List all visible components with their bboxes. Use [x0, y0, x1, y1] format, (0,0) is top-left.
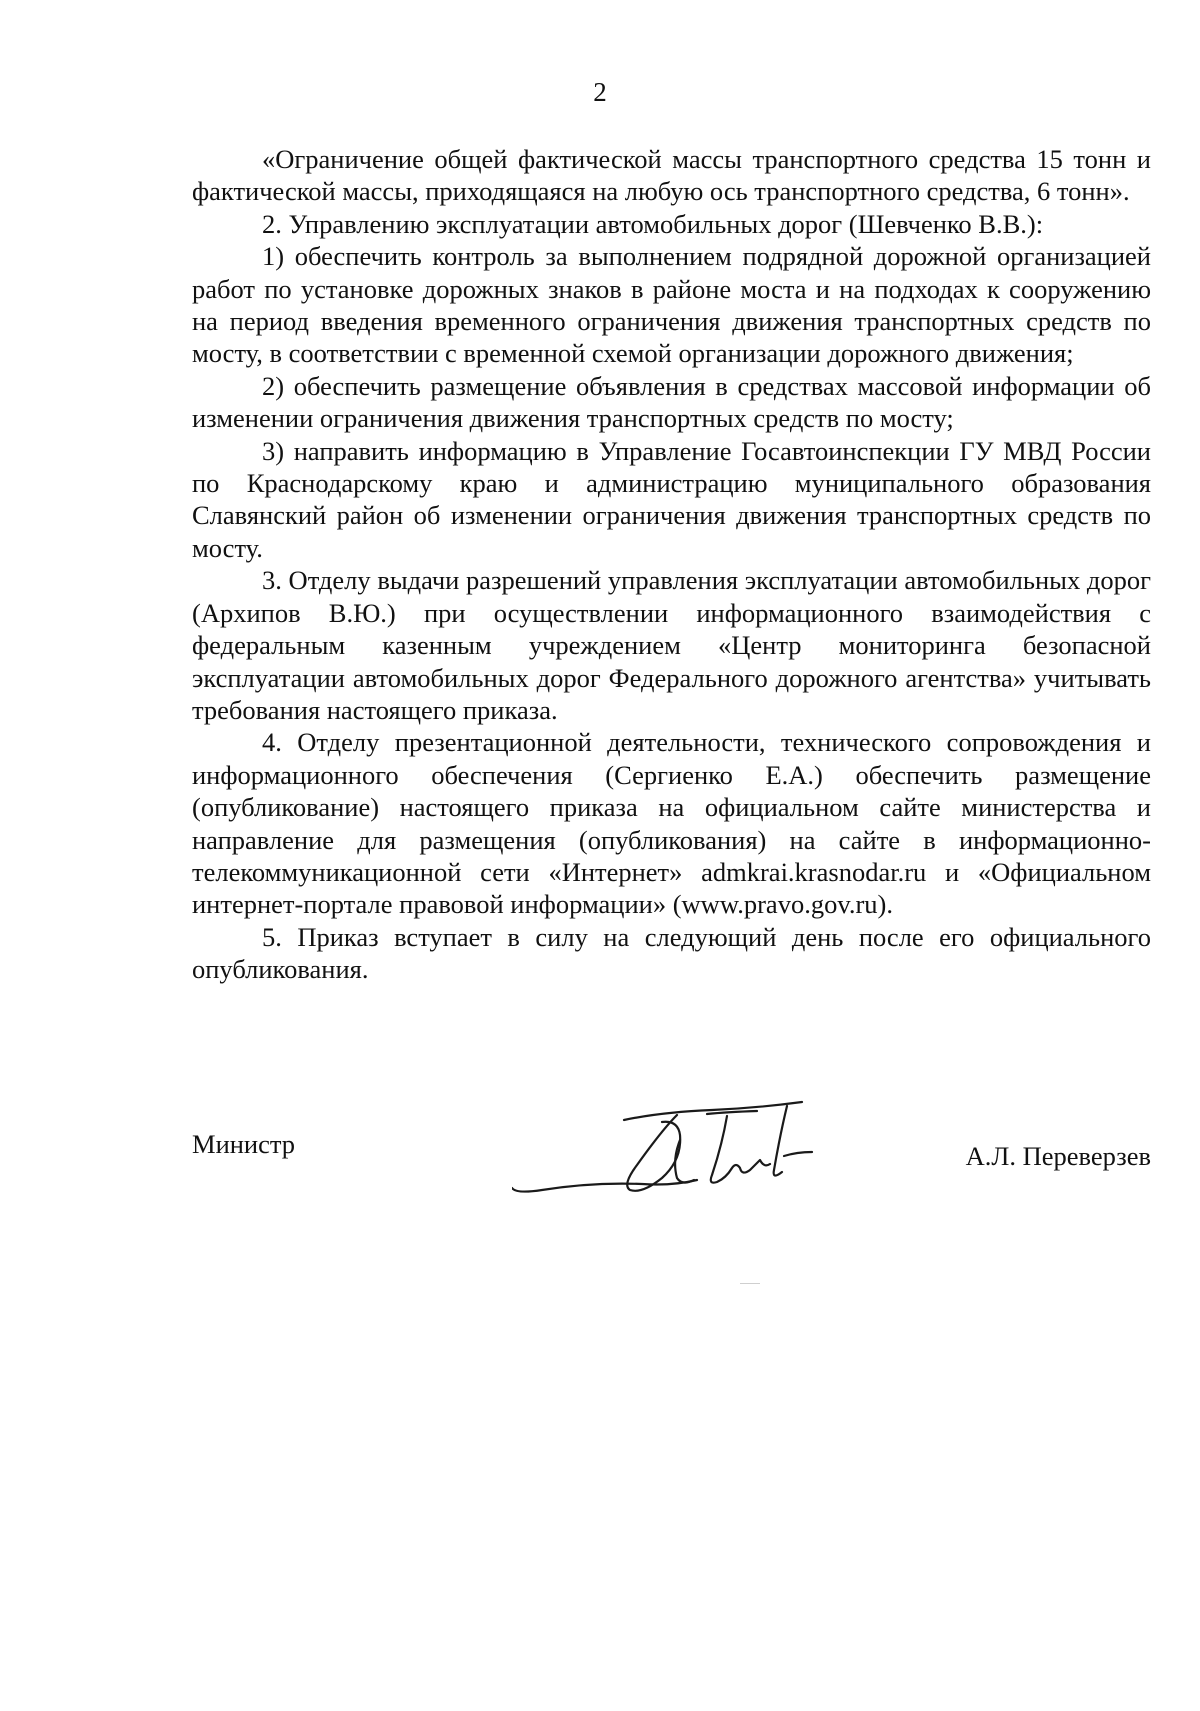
- paragraph-item-2-1: 1) обеспечить контроль за выполнением подрядной дорожной организацией работ по установке дорожных знаков в районе моста и на подходах к сооружению на период введения временного ограничения движения транспортных средств по мосту, в соответствии с временной схемой организации дорожного движения;: [192, 241, 1151, 369]
- paragraph-item-4: 4. Отделу презентационной деятельности, технического сопровождения и информационного обеспечения (Сергиенко Е.А.) обеспечить размещение (опубликование) настоящего приказа на официальном сайте министерства и направление для размещения (опубликования) на сайте в информационно-телекоммуникационной сети «Интернет» admkrai.krasnodar.ru и «Официальном интернет-портале правовой информации» (www.pravo.gov.ru).: [192, 727, 1151, 920]
- paragraph-item-3: 3. Отделу выдачи разрешений управления эксплуатации автомобильных дорог (Архипов В.Ю.) при осуществлении информационного взаимодействия с федеральным казенным учреждением «Центр мониторинга безопасной эксплуатации автомобильных дорог Федерального дорожного агентства» учитывать требования настоящего приказа.: [192, 565, 1151, 725]
- signer-position: Министр: [192, 1129, 296, 1159]
- paragraph-restriction-text: «Ограничение общей фактической массы транспортного средства 15 тонн и фактической массы, приходящаяся на любую ось транспортного средства, 6 тонн».: [192, 144, 1151, 207]
- paragraph-item-5: 5. Приказ вступает в силу на следующий день после его официального опубликования.: [192, 921, 1151, 985]
- page-number: 2: [593, 77, 607, 107]
- signature-block: [192, 1090, 1151, 1210]
- paragraph-item-2-3: 3) направить информацию в Управление Госавтоинспекции ГУ МВД России по Краснодарскому краю и администрацию муниципального образования Славянский район об изменении ограничения движения транспортных средств по мосту.: [192, 435, 1151, 563]
- signer-name: А.Л. Переверзев: [965, 1141, 1151, 1171]
- paragraph-item-2-2: 2) обеспечить размещение объявления в средствах массовой информации об изменении ограничения движения транспортных средств по мосту;: [192, 370, 1151, 434]
- scan-artifact: [740, 1283, 760, 1284]
- handwritten-signature-icon: [512, 1090, 852, 1210]
- document-body: [192, 143, 1151, 986]
- paragraph-item-2: 2. Управлению эксплуатации автомобильных дорог (Шевченко В.В.):: [262, 208, 1044, 239]
